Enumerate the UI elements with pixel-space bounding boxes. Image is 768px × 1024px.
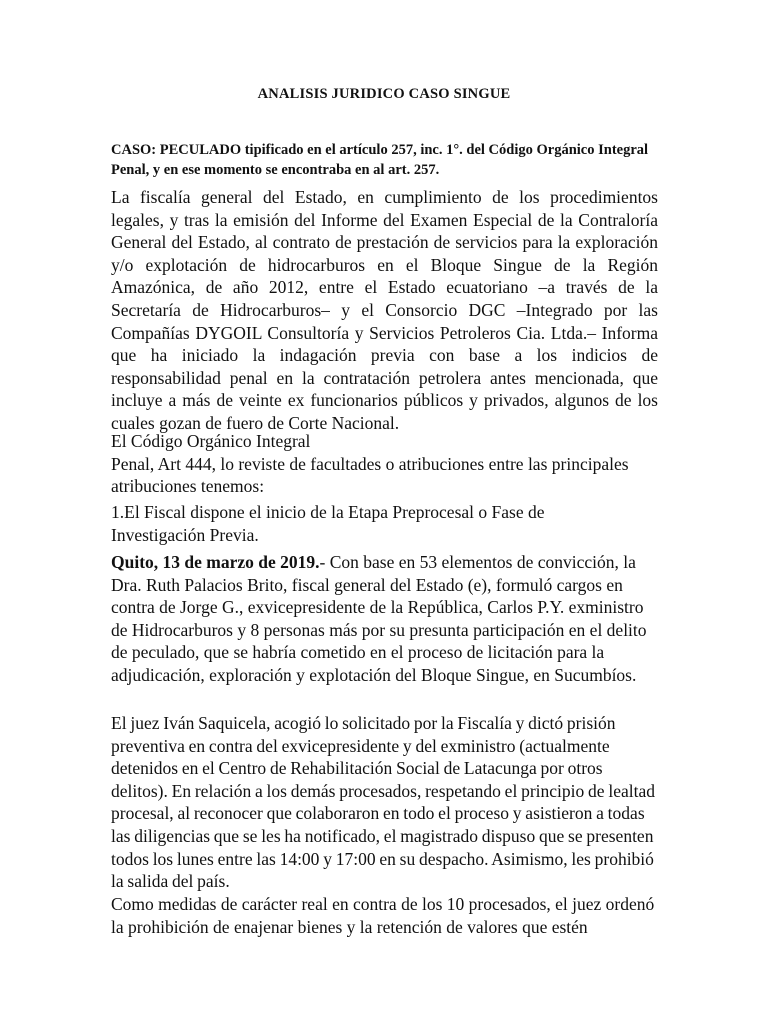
paragraph-date-heading: Quito, 13 de marzo de 2019. — [111, 552, 320, 572]
case-description: CASO: PECULADO tipificado en el artículo 257, inc. 1°. del Código Orgánico Integral Penal, y en ese momento se encontraba en al art. 257. — [111, 142, 649, 178]
paragraph-code-line-1: El Código Orgánico Integral — [111, 431, 311, 451]
paragraph-fiscal-dispone: 1.El Fiscal dispone el inicio de la Etapa Preprocesal o Fase de Investigación Previa. — [111, 502, 545, 545]
paragraph-judge-ruling: El juez Iván Saquicela, acogió lo solicitado por la Fiscalía y dictó prisión preventiva en contra del exvicepresidente y del exministro (actualmente detenidos en el Centro de Rehabilitación Social de Latacunga por otros delitos). En relación a los demás procesados, respetando el principio de lealtad procesal, al reconocer que colaboraron en todo el proceso y asistieron a todas las diligencias que se les ha notificado, el magistrado dispuso que se presenten todos los lunes entre las 14:00 y 17:00 en su despacho. Asimismo, les prohibió la salida del país. — [111, 713, 655, 892]
paragraph-investigation: La fiscalía general del Estado, en cumplimiento de los procedimientos legales, y tras la emisión del Informe del Examen Especial de la Contraloría General del Estado, al contrato de prestación de servicios para la exploración y/o explotación de hidrocarburos en el Bloque Singue de la Región Amazónica, de año 2012, entre el Estado ecuatoriano –a través de la Secretaría de Hidrocarburos– y el Consorcio DGC –Integrado por las Compañías DYGOIL Consultoría y Servicios Petroleros Cia. Ltda.– Informa que ha iniciado la indagación previa con base a los indicios de responsabilidad penal en la contratación petrolera antes mencionada, que incluye a más de veinte ex funcionarios públicos y privados, algunos de los cuales gozan de fuero de Corte Nacional. — [111, 187, 658, 433]
paragraph-real-measures: Como medidas de carácter real en contra de los 10 procesados, el juez ordenó la prohibición de enajenar bienes y la retención de valores que estén — [111, 894, 655, 937]
paragraph-code-attributions — [111, 430, 658, 498]
document-title: ANALISIS JURIDICO CASO SINGUE — [257, 86, 511, 102]
paragraph-charges-text: - Con base en 53 elementos de convicción, la Dra. Ruth Palacios Brito, fiscal general del Estado (e), formuló cargos en contra de Jorge G., exvicepresidente de la República, Carlos P.Y. exministro de Hidrocarburos y 8 personas más por su presunta participación en el delito de peculado, que se habría cometido en el proceso de licitación para la adjudicación, exploración y explotación del Bloque Singue, en Sucumbíos. — [111, 552, 647, 685]
paragraph-code-line-rest: Penal, Art 444, lo reviste de facultades o atribuciones entre las principales atribuciones tenemos: — [111, 453, 629, 497]
paragraph-quito-charges — [111, 551, 658, 687]
